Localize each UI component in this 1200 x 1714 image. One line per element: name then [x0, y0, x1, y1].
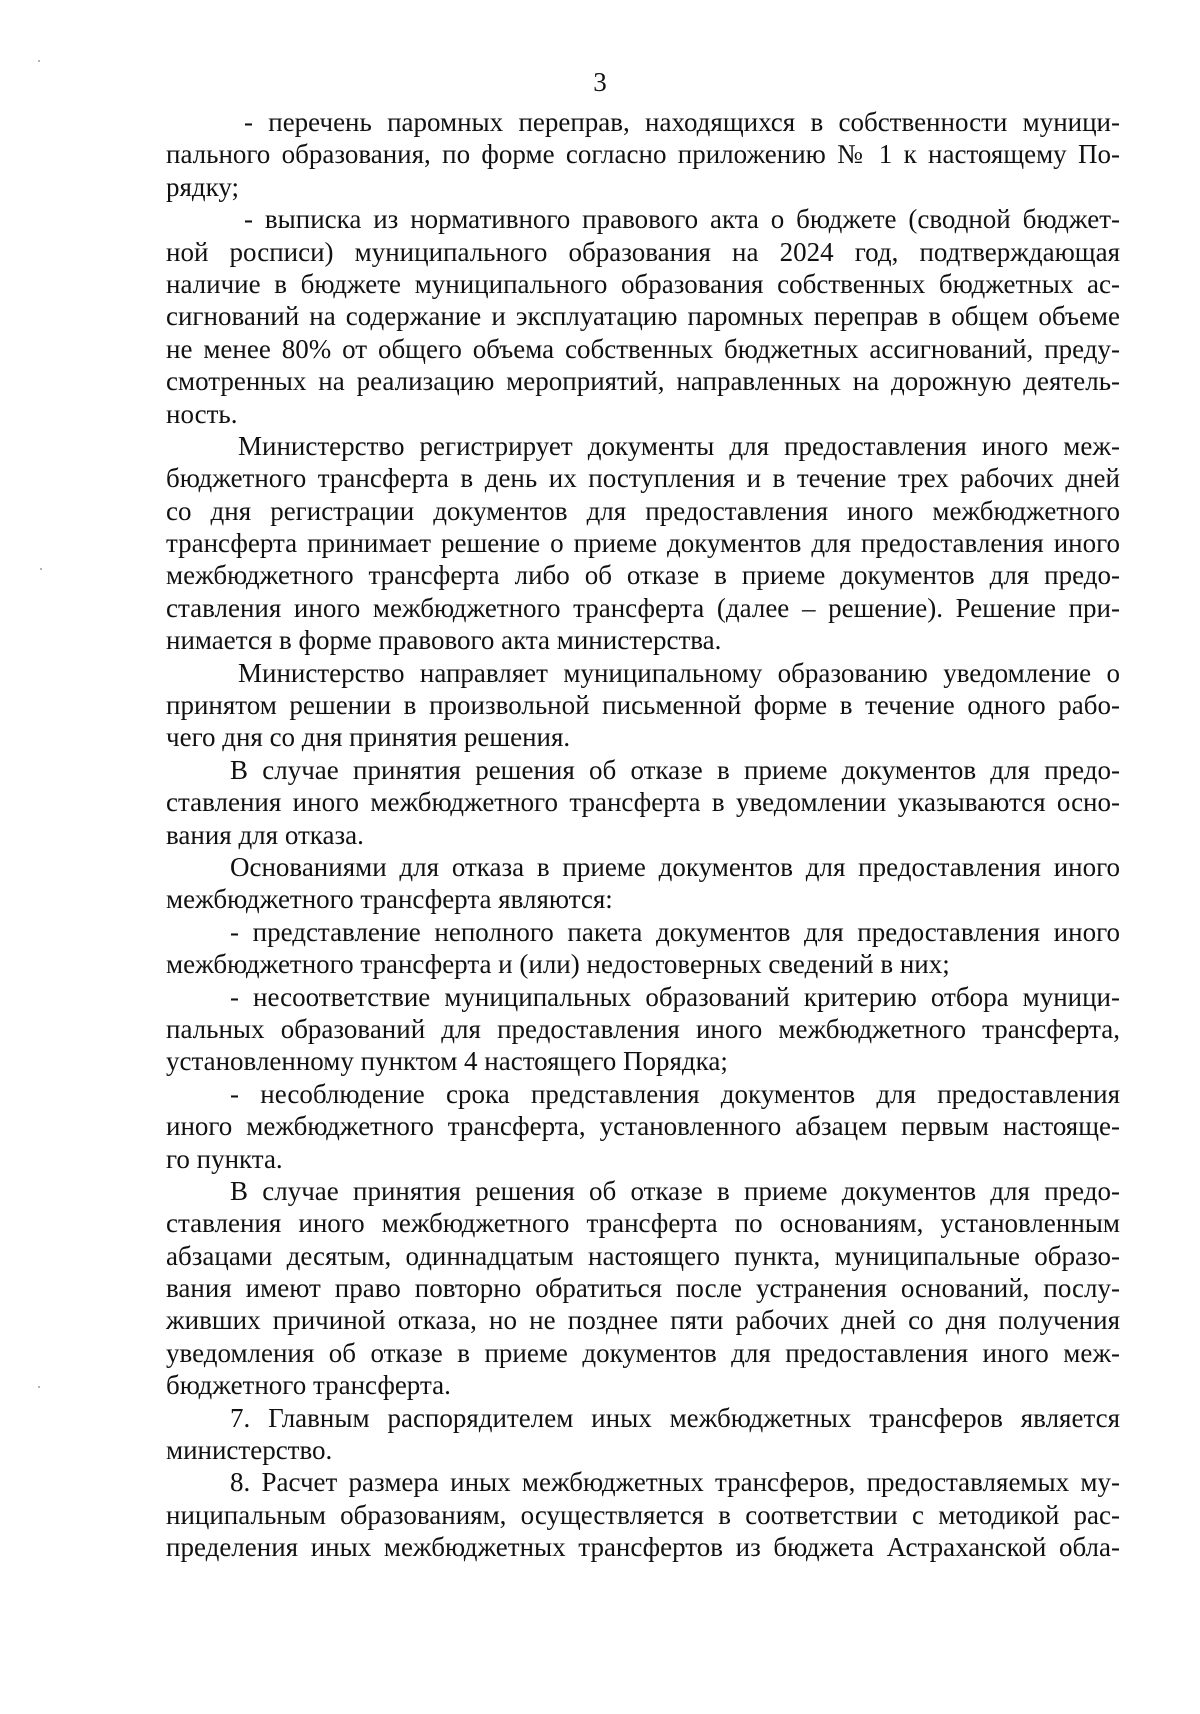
text-line: ставления иного межбюджетного трансферта в уведомлении указываются осно- [166, 787, 1120, 818]
document-body [166, 106, 1120, 1564]
text-line: межбюджетного трансферта либо об отказе в приеме документов для предо- [166, 560, 1120, 591]
text-line: ставления иного межбюджетного трансферта (далее – решение). Решение при- [166, 592, 1120, 623]
text-line: живших причиной отказа, но не позднее пяти рабочих дней со дня получения [166, 1305, 1120, 1336]
text-line: вания для отказа. [166, 819, 364, 850]
text-line: наличие в бюджете муниципального образования собственных бюджетных ас- [166, 268, 1120, 299]
scan-speck [38, 1386, 40, 1388]
text-line: Министерство регистрирует документы для предоставления иного меж- [238, 430, 1120, 461]
text-line: пальных образований для предоставления иного межбюджетного трансферта, [166, 1013, 1120, 1044]
text-line: чего дня со дня принятия решения. [166, 722, 571, 753]
text-line: В случае принятия решения об отказе в приеме документов для предо- [230, 754, 1120, 785]
text-line: сигнований на содержание и эксплуатацию паромных переправ в общем объеме [166, 301, 1120, 332]
text-line: не менее 80% от общего объема собственных бюджетных ассигнований, преду- [166, 333, 1120, 364]
text-line: ниципальным образованиям, осуществляется в соответствии с методикой рас- [166, 1499, 1120, 1530]
text-line: В случае принятия решения об отказе в приеме документов для предо- [230, 1175, 1120, 1206]
text-line: нимается в форме правового акта министерства. [166, 625, 722, 656]
text-line: ставления иного межбюджетного трансферта по основаниям, установленным [166, 1208, 1120, 1239]
scan-speck [40, 568, 42, 570]
text-line: вания имеют право повторно обратиться после устранения оснований, послу- [166, 1273, 1120, 1304]
text-line: рядку; [166, 171, 240, 202]
text-line: Министерство направляет муниципальному образованию уведомление о [238, 657, 1120, 688]
text-line: трансферта принимает решение о приеме документов для предоставления иного [166, 528, 1120, 559]
text-line: - несоблюдение срока представления документов для предоставления [230, 1078, 1120, 1109]
text-line: установленному пунктом 4 настоящего Порядка; [166, 1046, 728, 1077]
text-line: 8. Расчет размера иных межбюджетных трансферов, предоставляемых му- [230, 1467, 1120, 1498]
text-line: 7. Главным распорядителем иных межбюджетных трансферов является [230, 1402, 1120, 1433]
text-line: принятом решении в произвольной письменной форме в течение одного рабо- [166, 690, 1120, 721]
text-line: межбюджетного трансферта являются: [166, 884, 613, 915]
page-number: 3 [593, 67, 607, 97]
text-line: ность. [166, 398, 238, 429]
text-line: - представление неполного пакета документов для предоставления иного [230, 916, 1120, 947]
text-line: уведомления об отказе в приеме документов для предоставления иного меж- [166, 1337, 1120, 1368]
text-line: межбюджетного трансферта и (или) недостоверных сведений в них; [166, 949, 950, 980]
text-line: - несоответствие муниципальных образований критерию отбора муници- [230, 981, 1120, 1012]
text-line: министерство. [166, 1435, 333, 1466]
text-line: смотренных на реализацию мероприятий, направленных на дорожную деятель- [166, 366, 1120, 397]
text-line: иного межбюджетного трансферта, установленного абзацем первым настояще- [166, 1111, 1120, 1142]
text-line: пределения иных межбюджетных трансфертов из бюджета Астраханской обла- [166, 1532, 1120, 1563]
text-line: пального образования, по форме согласно приложению № 1 к настоящему По- [166, 139, 1120, 170]
text-line: Основаниями для отказа в приеме документов для предоставления иного [230, 851, 1120, 882]
text-line: го пункта. [166, 1143, 283, 1174]
text-line: - перечень паромных переправ, находящихся в собственности муници- [244, 107, 1120, 137]
scan-speck [38, 60, 40, 62]
text-line: бюджетного трансферта. [166, 1370, 451, 1401]
text-line: бюджетного трансферта в день их поступления и в течение трех рабочих дней [166, 463, 1120, 494]
text-line: абзацами десятым, одиннадцатым настоящего пункта, муниципальные образо- [166, 1240, 1120, 1271]
text-line: - выписка из нормативного правового акта о бюджете (сводной бюджет- [244, 204, 1120, 235]
text-line: ной росписи) муниципального образования на 2024 год, подтверждающая [166, 236, 1120, 267]
text-line: со дня регистрации документов для предоставления иного межбюджетного [166, 495, 1120, 526]
